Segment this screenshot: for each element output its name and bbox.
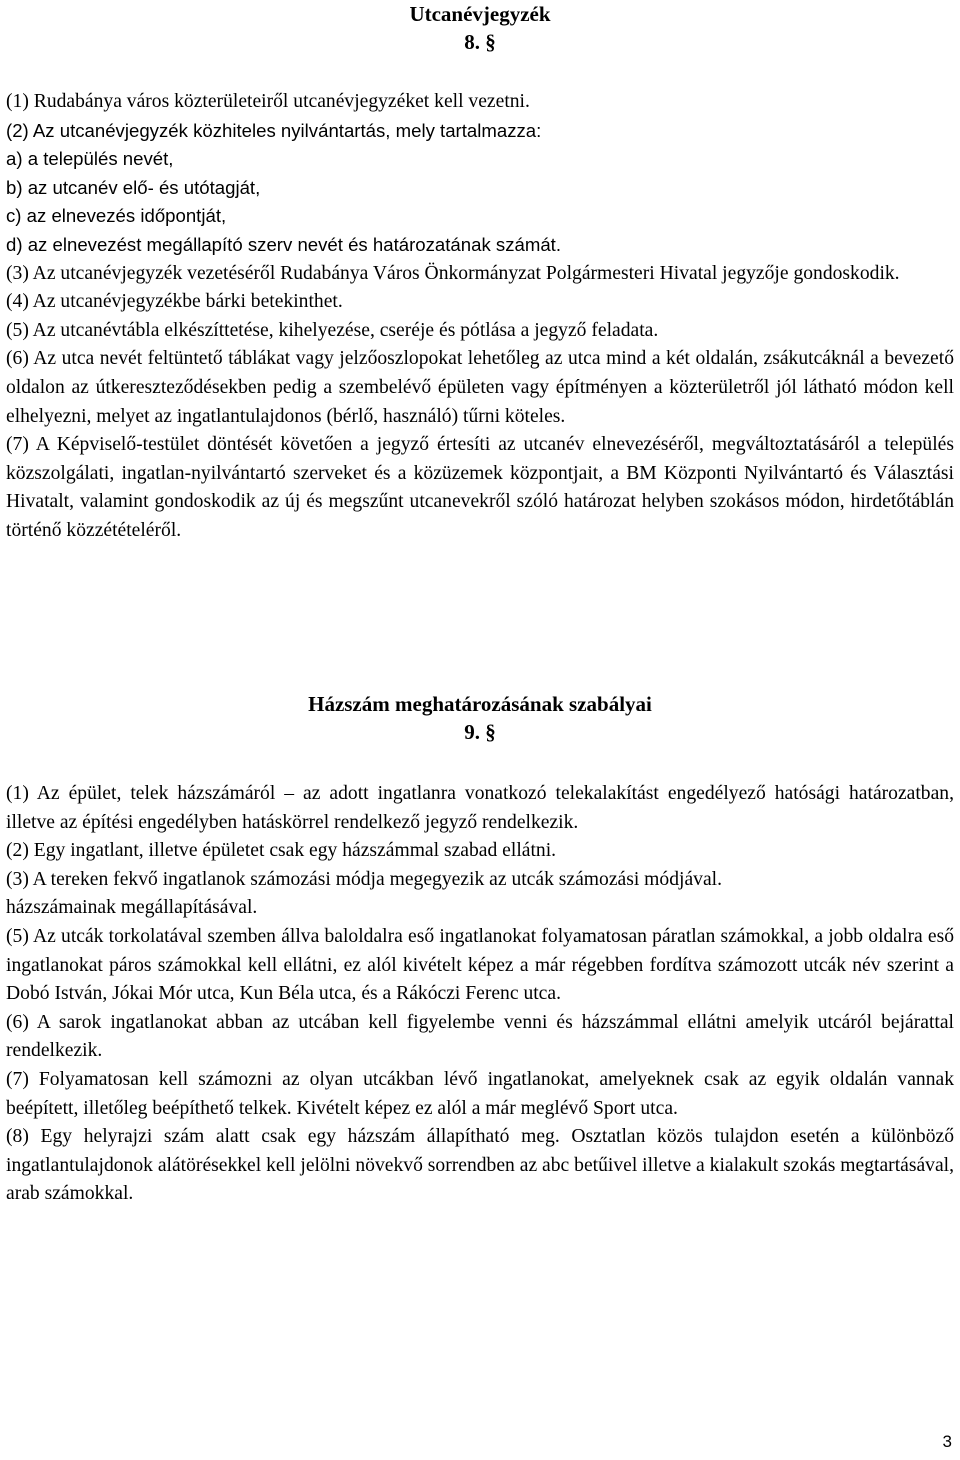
section-8-body [6,88,954,546]
paragraph-8-1: (1) Rudabánya város közterületeiről utcanévjegyzéket kell vezetni. [6,91,530,112]
paragraph-9-5: (5) Az utcák torkolatával szemben állva baloldalra eső ingatlanokat folyamatosan páratlan számokkal, a jobb oldalra eső ingatlanokat páros számokkal kell ellátni, ez alól kivételt képez a már régebben fordítva számozott utcák név szerint a Dobó István, Jókai Mór utca, Kun Béla utca, és a Rákóczi Ferenc utca. [6,925,954,1005]
page-number: 3 [942,1432,952,1451]
list-item-8-b: b) az utcanév elő- és utótagját, [6,176,261,198]
paragraph-8-4: (4) Az utcanévjegyzékbe bárki betekinthet. [6,291,343,313]
paragraph-9-1: (1) Az épület, telek házszámáról – az adott ingatlanra vonatkozó telekalakítást engedélyező hatósági határozatban, illetve az építési engedélyben hatáskörrel rendelkező jegyző rendelkezik. [6,783,954,833]
section-8-title: Utcanévjegyzék [409,2,551,26]
paragraph-9-4: házszámainak megállapításával. [6,897,258,919]
paragraph-9-2: (2) Egy ingatlant, illetve épületet csak egy házszámmal szabad ellátni. [6,840,557,862]
paragraph-9-3: (3) A tereken fekvő ingatlanok számozási módja megegyezik az utcák számozási módjával. [6,868,722,890]
paragraph-8-3: (3) Az utcanévjegyzék vezetéséről Rudabánya Város Önkormányzat Polgármesteri Hivatal jegyzője gondoskodik. [6,262,900,284]
section-9-body [6,780,954,1209]
paragraph-8-7: (7) A Képviselő-testület döntését követően a jegyző értesíti az utcanév elnevezéséről, megváltoztatásáról a település közszolgálati, ingatlan-nyilvántartó szerveket és a közüzemek központjait, a BM Központi Nyilvántartó és Választási Hivatalt, valamint gondoskodik az új és megszűnt utcanevekről szóló határozat helyben szokásos módon, hirdetőtáblán történő közzétételéről. [6,434,954,541]
paragraph-9-6: (6) A sarok ingatlanokat abban az utcában kell figyelembe venni és házszámmal ellátni amelyik utcáról bejárattal rendelkezik. [6,1011,954,1062]
section-9-title: Házszám meghatározásának szabályai [308,692,652,716]
paragraph-8-5: (5) Az utcanévtábla elkészíttetése, kihelyezése, cseréje és pótlása a jegyző feladata. [6,319,659,341]
paragraph-9-8: (8) Egy helyrajzi szám alatt csak egy házszám állapítható meg. Osztatlan közös tulajdon esetén a különböző ingatlantulajdonok alátörésekkel kell jelölni növekvő sorrendben az abc betűivel illetve a kialakult szokás megtartásával, arab számokkal. [6,1126,954,1205]
section-8-number: 8. § [464,30,496,54]
section-9-number: 9. § [464,720,496,744]
section-8-heading [0,0,960,56]
paragraph-8-6: (6) Az utca nevét feltüntető táblákat vagy jelzőoszlopokat lehetőleg az utca mind a két oldalán, zsákutcáknál a bevezető oldalon az útkereszteződésekben pedig a szembelévő épületen vagy építményen a közterületről jól látható módon kell elhelyezni, melyet az ingatlantulajdonos (bérlő, használó) tűrni köteles. [6,348,954,427]
paragraph-9-7: (7) Folyamatosan kell számozni az olyan utcákban lévő ingatlanokat, amelyeknek csak az egyik oldalán vannak beépített, illetőleg beépíthető telkek. Kivételt képez ez alól a már meglévő Sport utca. [6,1068,954,1119]
list-item-8-c: c) az elnevezés időpontját, [6,205,227,227]
list-item-8-a: a) a település nevét, [6,148,174,170]
section-9-heading [0,690,960,746]
list-item-8-d: d) az elnevezést megállapító szerv nevét és határozatának számát. [6,233,562,255]
paragraph-8-2: (2) Az utcanévjegyzék közhiteles nyilvántartás, mely tartalmazza: [6,119,542,141]
